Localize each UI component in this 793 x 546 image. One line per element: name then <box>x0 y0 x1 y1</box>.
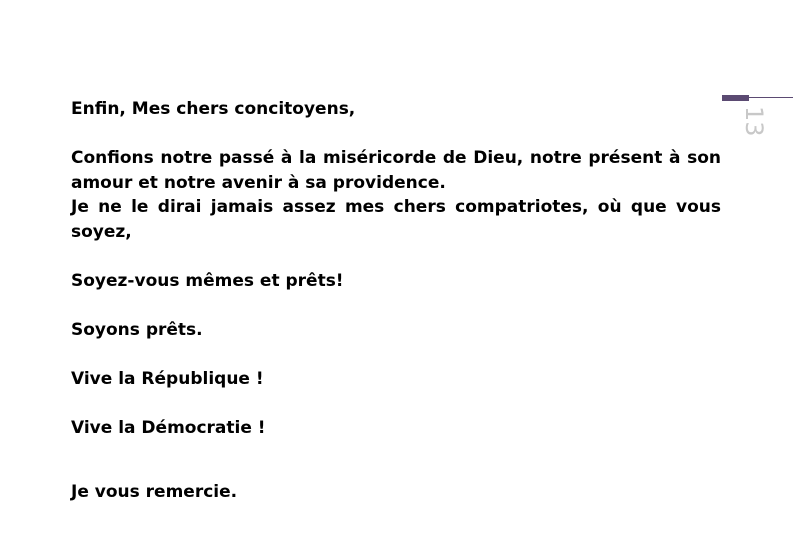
paragraph-soyons: Soyons prêts. <box>71 319 203 340</box>
paragraph-soyez: Soyez-vous mêmes et prêts! <box>71 270 344 291</box>
header-accent-bar <box>722 95 749 101</box>
paragraph-greeting: Enfin, Mes chers concitoyens, <box>71 99 356 119</box>
paragraph-vive-democratie: Vive la Démocratie ! <box>71 417 266 438</box>
paragraph-confions: Confions notre passé à la miséricorde de Dieu, notre présent à son amour et notre avenir à sa providence. <box>71 148 721 193</box>
page-number: 13 <box>740 106 768 137</box>
paragraph-remerciement: Je vous remercie. <box>71 482 238 502</box>
paragraph-compatriotes: Je ne le dirai jamais assez mes chers compatriotes, où que vous soyez, <box>71 197 721 242</box>
speech-text <box>71 97 721 505</box>
header-accent-line <box>749 97 793 98</box>
paragraph-vive-republique: Vive la République ! <box>71 368 264 389</box>
